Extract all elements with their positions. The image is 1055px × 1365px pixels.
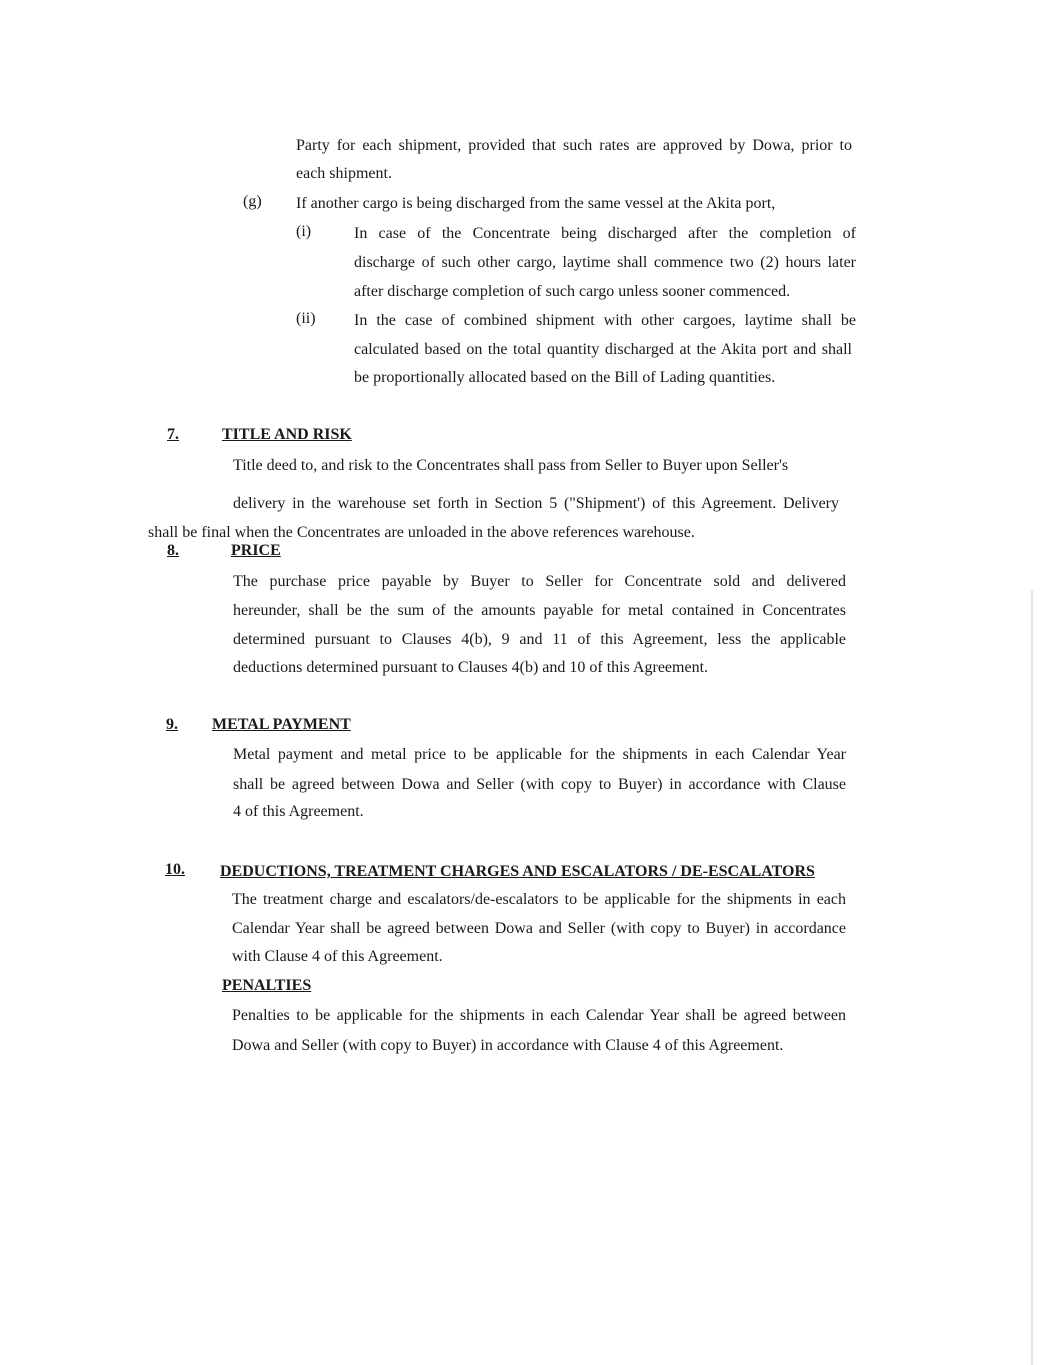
item-g-marker: (g) [243, 193, 262, 210]
section-9-line-1: Metal payment and metal price to be applicable for the shipments in each Calendar Year [233, 746, 846, 763]
section-10-line-3: with Clause 4 of this Agreement. [232, 948, 443, 965]
item-g-text: If another cargo is being discharged from the same vessel at the Akita port, [296, 195, 776, 212]
sub-i-marker: (i) [296, 223, 312, 240]
section-9-title: METAL PAYMENT [212, 716, 351, 733]
section-8-line-1: The purchase price payable by Buyer to Seller for Concentrate sold and delivered [233, 573, 846, 590]
section-7-title: TITLE AND RISK [222, 426, 352, 443]
section-7-line-1: Title deed to, and risk to the Concentrates shall pass from Seller to Buyer upon Seller's [233, 457, 789, 474]
section-7-line-3: shall be final when the Concentrates are unloaded in the above references warehouse. [148, 524, 695, 541]
section-7-number: 7. [167, 426, 179, 443]
section-7-line-2: delivery in the warehouse set forth in Section 5 ("Shipment') of this Agreement. Delivery [233, 495, 839, 512]
section-10-title: DEDUCTIONS, TREATMENT CHARGES AND ESCALATORS / DE-ESCALATORS [220, 863, 815, 880]
section-9-number: 9. [166, 716, 178, 733]
penalties-title: PENALTIES [222, 977, 312, 994]
scan-edge-shadow [1031, 590, 1033, 1365]
section-8-line-2: hereunder, shall be the sum of the amounts payable for metal contained in Concentrates [233, 602, 846, 619]
penalties-line-2: Dowa and Seller (with copy to Buyer) in accordance with Clause 4 of this Agreement. [232, 1037, 784, 1054]
section-10-number: 10. [165, 861, 185, 878]
continuation-line-1: Party for each shipment, provided that such rates are approved by Dowa, prior to [296, 137, 852, 154]
sub-i-line-3: after discharge completion of such cargo unless sooner commenced. [354, 283, 791, 300]
section-9-line-2: shall be agreed between Dowa and Seller (with copy to Buyer) in accordance with Clause [233, 776, 846, 793]
section-9-line-3: 4 of this Agreement. [233, 803, 364, 820]
section-8-line-3: determined pursuant to Clauses 4(b), 9 and 11 of this Agreement, less the applicable [233, 631, 846, 648]
section-8-title: PRICE [231, 542, 281, 559]
sub-i-line-1: In case of the Concentrate being discharged after the completion of [354, 225, 856, 242]
sub-ii-line-3: be proportionally allocated based on the Bill of Lading quantities. [354, 369, 776, 386]
section-10-line-1: The treatment charge and escalators/de-escalators to be applicable for the shipments in each [232, 891, 846, 908]
section-8-line-4: deductions determined pursuant to Clauses 4(b) and 10 of this Agreement. [233, 659, 709, 676]
penalties-line-1: Penalties to be applicable for the shipments in each Calendar Year shall be agreed between [232, 1007, 846, 1024]
section-8-number: 8. [167, 542, 179, 559]
section-10-line-2: Calendar Year shall be agreed between Dowa and Seller (with copy to Buyer) in accordance [232, 920, 846, 937]
continuation-line-2: each shipment. [296, 165, 392, 182]
sub-ii-line-1: In the case of combined shipment with other cargoes, laytime shall be [354, 312, 856, 329]
sub-i-line-2: discharge of such other cargo, laytime shall commence two (2) hours later [354, 254, 856, 271]
sub-ii-marker: (ii) [296, 310, 316, 327]
sub-ii-line-2: calculated based on the total quantity discharged at the Akita port and shall [354, 341, 852, 358]
